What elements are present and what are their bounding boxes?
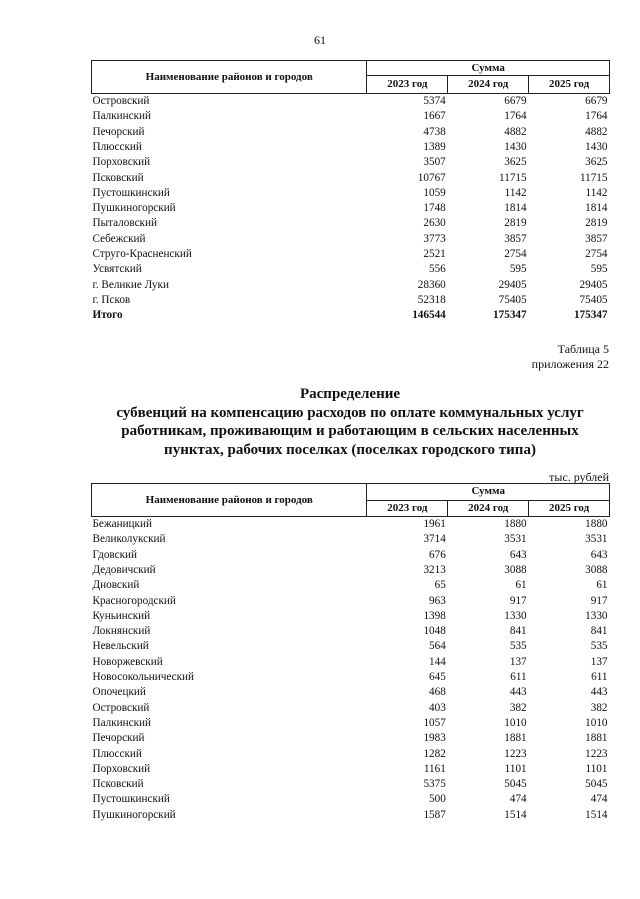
- value-2023: 5374: [423, 95, 446, 108]
- value-2025: 137: [590, 655, 608, 668]
- district-name: Пушкиногорский: [92, 202, 176, 215]
- value-2023: 1398: [423, 609, 446, 622]
- appendix-label: приложения 22: [531, 357, 609, 371]
- value-2023: 65: [434, 579, 446, 592]
- value-2024: 61: [515, 579, 527, 592]
- district-name: Дедовичский: [92, 563, 156, 576]
- value-2024: 137: [509, 655, 527, 668]
- value-2025: 474: [590, 793, 608, 806]
- value-2024: 11715: [499, 171, 527, 184]
- value-2023: 5375: [423, 778, 446, 791]
- table-row: [92, 670, 610, 685]
- value-2024: 1142: [504, 186, 527, 199]
- table-row: [92, 278, 610, 293]
- district-name: Пушкиногорский: [92, 808, 176, 821]
- table-row: [92, 548, 610, 563]
- value-2025: 1142: [585, 186, 608, 199]
- header-year-2025: 2025 год: [529, 76, 610, 94]
- table-row: [92, 808, 610, 823]
- table-row: [92, 94, 610, 110]
- district-name: Порховский: [92, 156, 151, 169]
- district-name: Порховский: [92, 762, 151, 775]
- value-2024: 1514: [504, 808, 527, 821]
- district-name: Плюсский: [92, 747, 142, 760]
- value-2023: 1057: [423, 716, 446, 729]
- district-name: Палкинский: [92, 716, 152, 729]
- value-2023: 146544: [412, 309, 446, 322]
- district-name: Куньинский: [92, 609, 151, 622]
- table-row: [92, 232, 610, 247]
- value-2024: 443: [509, 686, 527, 699]
- table-row: [92, 109, 610, 124]
- value-2024: 1814: [504, 202, 527, 215]
- table-row: [92, 216, 610, 231]
- value-2024: 3088: [504, 563, 527, 576]
- value-2023: 1983: [423, 732, 446, 745]
- value-2024: 3531: [504, 533, 527, 546]
- value-2025: 1764: [585, 110, 608, 123]
- value-2025: 1514: [585, 808, 608, 821]
- value-2023: 1667: [423, 110, 446, 123]
- district-name: г. Псков: [92, 293, 131, 306]
- value-2024: 611: [510, 671, 527, 684]
- value-2024: 917: [509, 594, 527, 607]
- table-row: [92, 609, 610, 624]
- table-1-body: [92, 94, 610, 324]
- value-2025: 3088: [585, 563, 608, 576]
- value-2024: 1223: [504, 747, 527, 760]
- section-heading: [60, 385, 640, 459]
- value-2023: 3714: [423, 533, 446, 546]
- value-2025: 1430: [585, 140, 608, 153]
- value-2023: 1282: [423, 747, 446, 760]
- district-name: Новоржевский: [92, 655, 163, 668]
- table-row: [92, 762, 610, 777]
- district-name: Опочецкий: [92, 686, 146, 699]
- table-row: [92, 792, 610, 807]
- district-name: Красногородский: [92, 594, 176, 607]
- district-name: Новосокольнический: [92, 671, 195, 684]
- value-2023: 1048: [423, 625, 446, 638]
- value-2025: 11715: [579, 171, 608, 184]
- value-2024: 2754: [504, 248, 527, 261]
- value-2023: 28360: [417, 278, 446, 291]
- value-2024: 1880: [504, 518, 527, 531]
- header-year-2023: 2023 год: [367, 500, 448, 517]
- header-year-2023: 2023 год: [367, 76, 448, 94]
- table-row: [92, 186, 610, 201]
- district-name: Печорский: [92, 732, 145, 745]
- value-2024: 2819: [504, 217, 527, 230]
- table-row: [92, 293, 610, 308]
- value-2025: 1881: [585, 732, 608, 745]
- table-row: [92, 563, 610, 578]
- table-row: [92, 517, 610, 533]
- district-name: г. Великие Луки: [92, 278, 169, 291]
- value-2023: 963: [429, 594, 446, 607]
- value-2023: 1748: [423, 202, 446, 215]
- value-2025: 2819: [585, 217, 608, 230]
- table-row: [92, 639, 610, 654]
- table-row: [92, 624, 610, 639]
- value-2023: 1389: [423, 140, 446, 153]
- table-row: [92, 247, 610, 262]
- value-2025: 1880: [585, 518, 608, 531]
- value-2023: 564: [429, 640, 446, 653]
- district-name: Пыталовский: [92, 217, 157, 230]
- district-name: Гдовский: [92, 548, 138, 561]
- table-1: [91, 60, 610, 323]
- table-row: [92, 532, 610, 547]
- value-2024: 1881: [504, 732, 527, 745]
- value-2025: 595: [590, 263, 608, 276]
- district-name: Пустошкинский: [92, 793, 170, 806]
- value-2024: 75405: [498, 293, 527, 306]
- district-name: Дновский: [92, 579, 140, 592]
- district-name: Струго-Красненский: [92, 248, 192, 261]
- value-2025: 1223: [585, 747, 608, 760]
- value-2024: 3857: [504, 232, 527, 245]
- value-2023: 403: [429, 701, 446, 714]
- value-2024: 595: [509, 263, 527, 276]
- units-label: тыс. рублей: [549, 470, 609, 484]
- value-2023: 52318: [417, 293, 446, 306]
- table-row: [92, 716, 610, 731]
- value-2025: 75405: [579, 293, 608, 306]
- district-name: Бежаницкий: [92, 518, 152, 531]
- district-name: Себежский: [92, 232, 146, 245]
- table-row: [92, 125, 610, 140]
- header-sum: Сумма: [367, 484, 610, 501]
- table-row: [92, 777, 610, 792]
- value-2025: 1010: [585, 716, 608, 729]
- value-2023: 645: [429, 671, 446, 684]
- value-2023: 676: [429, 548, 446, 561]
- value-2023: 2630: [423, 217, 446, 230]
- table-row: [92, 155, 610, 170]
- value-2023: 1587: [423, 808, 446, 821]
- district-name: Плюсский: [92, 140, 142, 153]
- total-row: [92, 308, 610, 323]
- value-2024: 6679: [504, 95, 527, 108]
- value-2025: 6679: [585, 95, 608, 108]
- table-2-body: [92, 517, 610, 823]
- district-name: Псковский: [92, 778, 144, 791]
- value-2023: 1059: [423, 186, 446, 199]
- district-name: Псковский: [92, 171, 144, 184]
- table-row: [92, 262, 610, 277]
- heading-line-2: субвенций на компенсацию расходов по оплате коммунальных услуг: [116, 404, 584, 421]
- heading-line-4: пунктах, рабочих поселках (поселках городского типа): [164, 441, 536, 458]
- value-2023: 3507: [423, 156, 446, 169]
- value-2025: 1101: [585, 762, 608, 775]
- value-2025: 443: [590, 686, 608, 699]
- value-2023: 468: [429, 686, 446, 699]
- heading-line-3: работникам, проживающим и работающим в сельских населенных: [121, 423, 579, 439]
- value-2024: 1330: [504, 609, 527, 622]
- value-2024: 4882: [504, 125, 527, 138]
- value-2023: 2521: [423, 248, 446, 261]
- district-name: Локнянский: [92, 625, 151, 638]
- district-name: Итого: [92, 309, 123, 322]
- value-2024: 29405: [498, 278, 527, 291]
- table-row: [92, 731, 610, 746]
- district-name: Великолукский: [92, 533, 166, 546]
- header-name-column: Наименование районов и городов: [92, 484, 367, 517]
- value-2025: 535: [590, 640, 608, 653]
- value-2025: 917: [590, 594, 608, 607]
- header-year-2024: 2024 год: [448, 76, 529, 94]
- value-2025: 2754: [585, 248, 608, 261]
- value-2025: 611: [591, 671, 608, 684]
- table-number-label: Таблица 5: [557, 342, 609, 356]
- value-2024: 175347: [493, 309, 527, 322]
- value-2023: 3213: [423, 563, 446, 576]
- value-2023: 1961: [423, 518, 446, 531]
- header-sum: Сумма: [367, 61, 610, 76]
- value-2025: 1814: [585, 202, 608, 215]
- value-2023: 10767: [417, 171, 446, 184]
- value-2024: 1101: [504, 762, 527, 775]
- district-name: Пустошкинский: [92, 186, 170, 199]
- value-2025: 382: [590, 701, 608, 714]
- value-2025: 61: [596, 579, 608, 592]
- value-2023: 1161: [423, 762, 446, 775]
- value-2025: 643: [590, 548, 608, 561]
- value-2023: 500: [429, 793, 446, 806]
- district-name: Печорский: [92, 125, 145, 138]
- page-number: 61: [314, 33, 326, 47]
- table-row: [92, 201, 610, 216]
- value-2024: 535: [509, 640, 527, 653]
- district-name: Островский: [92, 701, 150, 714]
- value-2024: 1430: [504, 140, 527, 153]
- table-row: [92, 746, 610, 761]
- value-2024: 3625: [504, 156, 527, 169]
- table-row: [92, 578, 610, 593]
- value-2023: 3773: [423, 232, 446, 245]
- value-2024: 474: [509, 793, 527, 806]
- value-2024: 1010: [504, 716, 527, 729]
- value-2025: 3625: [585, 156, 608, 169]
- value-2025: 3857: [585, 232, 608, 245]
- district-name: Островский: [92, 95, 150, 108]
- value-2024: 841: [509, 625, 527, 638]
- value-2024: 643: [509, 548, 527, 561]
- table-row: [92, 140, 610, 155]
- value-2024: 5045: [504, 778, 527, 791]
- district-name: Невельский: [92, 640, 149, 653]
- value-2025: 175347: [573, 309, 608, 322]
- value-2023: 556: [428, 263, 446, 276]
- value-2025: 1330: [585, 609, 608, 622]
- value-2025: 4882: [585, 125, 608, 138]
- value-2023: 144: [429, 655, 446, 668]
- header-year-2024: 2024 год: [448, 500, 529, 517]
- table-2: [91, 483, 610, 823]
- value-2025: 29405: [579, 278, 608, 291]
- value-2025: 3531: [585, 533, 608, 546]
- value-2023: 4738: [423, 125, 446, 138]
- value-2025: 5045: [585, 778, 608, 791]
- heading-line-1: Распределение: [299, 386, 401, 402]
- value-2025: 841: [590, 625, 608, 638]
- value-2024: 382: [509, 701, 527, 714]
- table-row: [92, 685, 610, 700]
- header-name-column: Наименование районов и городов: [92, 61, 367, 94]
- district-name: Усвятский: [92, 263, 142, 276]
- value-2024: 1764: [504, 110, 527, 123]
- table-row: [92, 655, 610, 670]
- table-row: [92, 701, 610, 716]
- table-row: [92, 593, 610, 608]
- header-year-2025: 2025 год: [529, 500, 610, 517]
- district-name: Палкинский: [92, 110, 152, 123]
- table-row: [92, 170, 610, 185]
